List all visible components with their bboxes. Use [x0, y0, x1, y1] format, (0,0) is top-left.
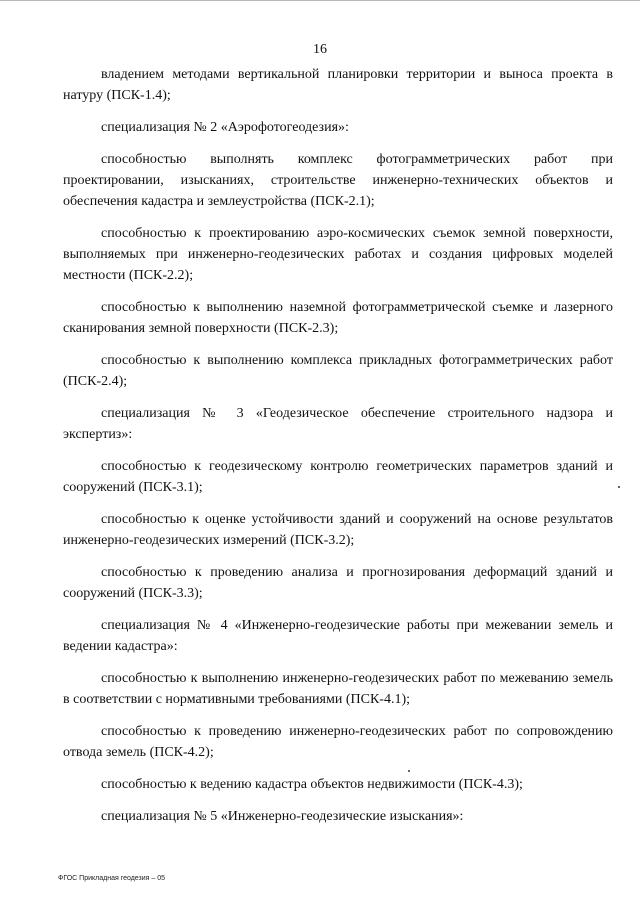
body-text — [63, 64, 613, 838]
paragraph-psk-2-2: способностью к проектированию аэро-космических съемок земной поверхности, выполняемых при инженерно-геодезических работах и создания цифровых моделей местности (ПСК-2.2); — [63, 226, 613, 283]
paragraph-psk-2-3: способностью к выполнению наземной фотограмметрической съемке и лазерного сканирования земной поверхности (ПСК-2.3); — [63, 300, 613, 336]
top-scan-border — [0, 0, 640, 1]
paragraph-specialization-5: специализация № 5 «Инженерно-геодезические изыскания»: — [101, 809, 464, 824]
paragraph-psk-4-3: способностью к ведению кадастра объектов недвижимости (ПСК-4.3); — [101, 777, 523, 792]
paragraph-specialization-4: специализация № 4 «Инженерно-геодезические работы при межевании земель и ведении кадастра»: — [63, 618, 613, 654]
scan-speck — [618, 486, 620, 488]
page-number: 16 — [313, 42, 327, 57]
scan-speck — [408, 770, 410, 772]
paragraph-psk-4-1: способностью к выполнению инженерно-геодезических работ по межеванию земель в соответствии с нормативными требованиями (ПСК-4.1); — [63, 671, 613, 707]
paragraph-psk-3-2: способностью к оценке устойчивости зданий и сооружений на основе результатов инженерно-геодезических измерений (ПСК-3.2); — [63, 512, 613, 548]
paragraph-psk-2-4: способностью к выполнению комплекса прикладных фотограмметрических работ (ПСК-2.4); — [63, 353, 613, 389]
paragraph-specialization-3: специализация № 3 «Геодезическое обеспечение строительного надзора и экспертиз»: — [63, 406, 613, 442]
paragraph-psk-1-4: владением методами вертикальной планировки территории и выноса проекта в натуру (ПСК-1.4); — [63, 67, 613, 103]
paragraph-psk-2-1: способностью выполнять комплекс фотограмметрических работ при проектировании, изысканиях, строительстве инженерно-технических объектов и обеспечения кадастра и землеустройства (ПСК-2.1); — [63, 152, 613, 209]
footer-label: ФГОС Прикладная геодезия – 05 — [58, 875, 166, 882]
paragraph-psk-4-2: способностью к проведению инженерно-геодезических работ по сопровождению отвода земель (ПСК-4.2); — [63, 724, 613, 760]
paragraph-specialization-2: специализация № 2 «Аэрофотогеодезия»: — [101, 120, 349, 135]
paragraph-psk-3-3: способностью к проведению анализа и прогнозирования деформаций зданий и сооружений (ПСК-3.3); — [63, 565, 613, 601]
paragraph-psk-3-1: способностью к геодезическому контролю геометрических параметров зданий и сооружений (ПСК-3.1); — [63, 459, 613, 495]
